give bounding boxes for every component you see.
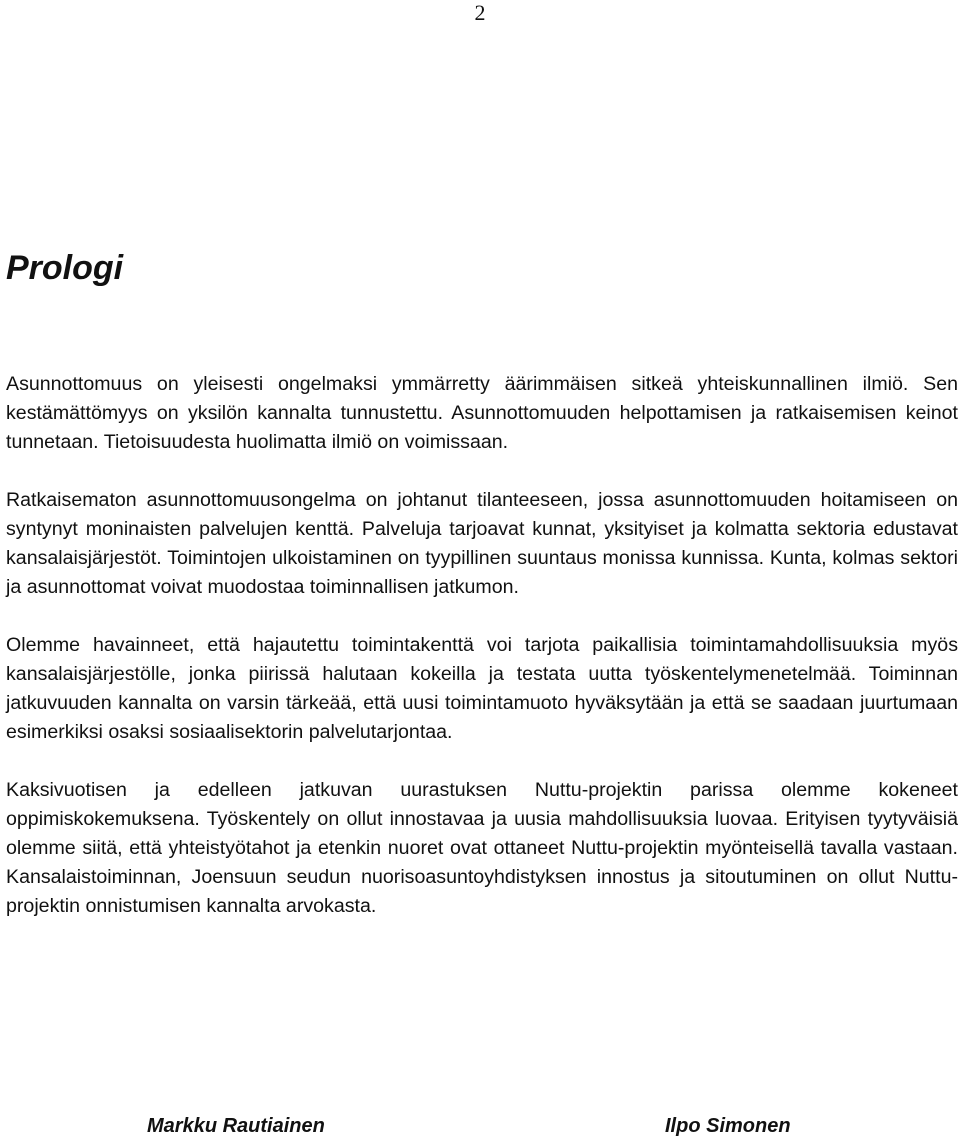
signature-ilpo-simonen: Ilpo Simonen — [665, 1115, 791, 1137]
body-text — [6, 370, 958, 921]
paragraph-3: Olemme havainneet, että hajautettu toimintakenttä voi tarjota paikallisia toimintamahdollisuuksia myös kansalaisjärjestölle, jonka piirissä halutaan kokeilla ja testata uutta työskentelymenetelmää. Toiminnan jatkuvuuden kannalta on varsin tärkeää, että uusi toimintamuoto hyväksytään ja että se saadaan juurtumaan esimerkiksi osaksi sosiaalisektorin palvelutarjontaa. — [6, 634, 958, 743]
paragraph-4: Kaksivuotisen ja edelleen jatkuvan uurastuksen Nuttu-projektin parissa olemme kokeneet oppimiskokemuksena. Työskentely on ollut innostavaa ja uusia mahdollisuuksia luovaa. Erityisen tyytyväisiä olemme siitä, että yhteistyötahot ja etenkin nuoret ovat ottaneet Nuttu-projektin myönteisellä tavalla vastaan. Kansalaistoiminnan, Joensuun seudun nuorisoasuntoyhdistyksen innostus ja sitoutuminen on ollut Nuttu-projektin onnistumisen kannalta arvokasta. — [6, 779, 958, 917]
page-number: 2 — [474, 0, 486, 25]
signature-markku-rautiainen: Markku Rautiainen — [147, 1115, 325, 1137]
signatures — [0, 1112, 960, 1142]
page-title: Prologi — [6, 249, 124, 287]
paragraph-2: Ratkaisematon asunnottomuusongelma on johtanut tilanteeseen, jossa asunnottomuuden hoitamiseen on syntynyt moninaisten palvelujen kenttä. Palveluja tarjoavat kunnat, yksityiset ja kolmatta sektoria edustavat kansalaisjärjestöt. Toimintojen ulkoistaminen on tyypillinen suuntaus monissa kunnissa. Kunta, kolmas sektori ja asunnottomat voivat muodostaa toiminnallisen jatkumon. — [6, 489, 958, 598]
paragraph-1: Asunnottomuus on yleisesti ongelmaksi ymmärretty äärimmäisen sitkeä yhteiskunnallinen ilmiö. Sen kestämättömyys on yksilön kannalta tunnustettu. Asunnottomuuden helpottamisen ja ratkaisemisen keinot tunnetaan. Tietoisuudesta huolimatta ilmiö on voimissaan. — [6, 373, 958, 453]
